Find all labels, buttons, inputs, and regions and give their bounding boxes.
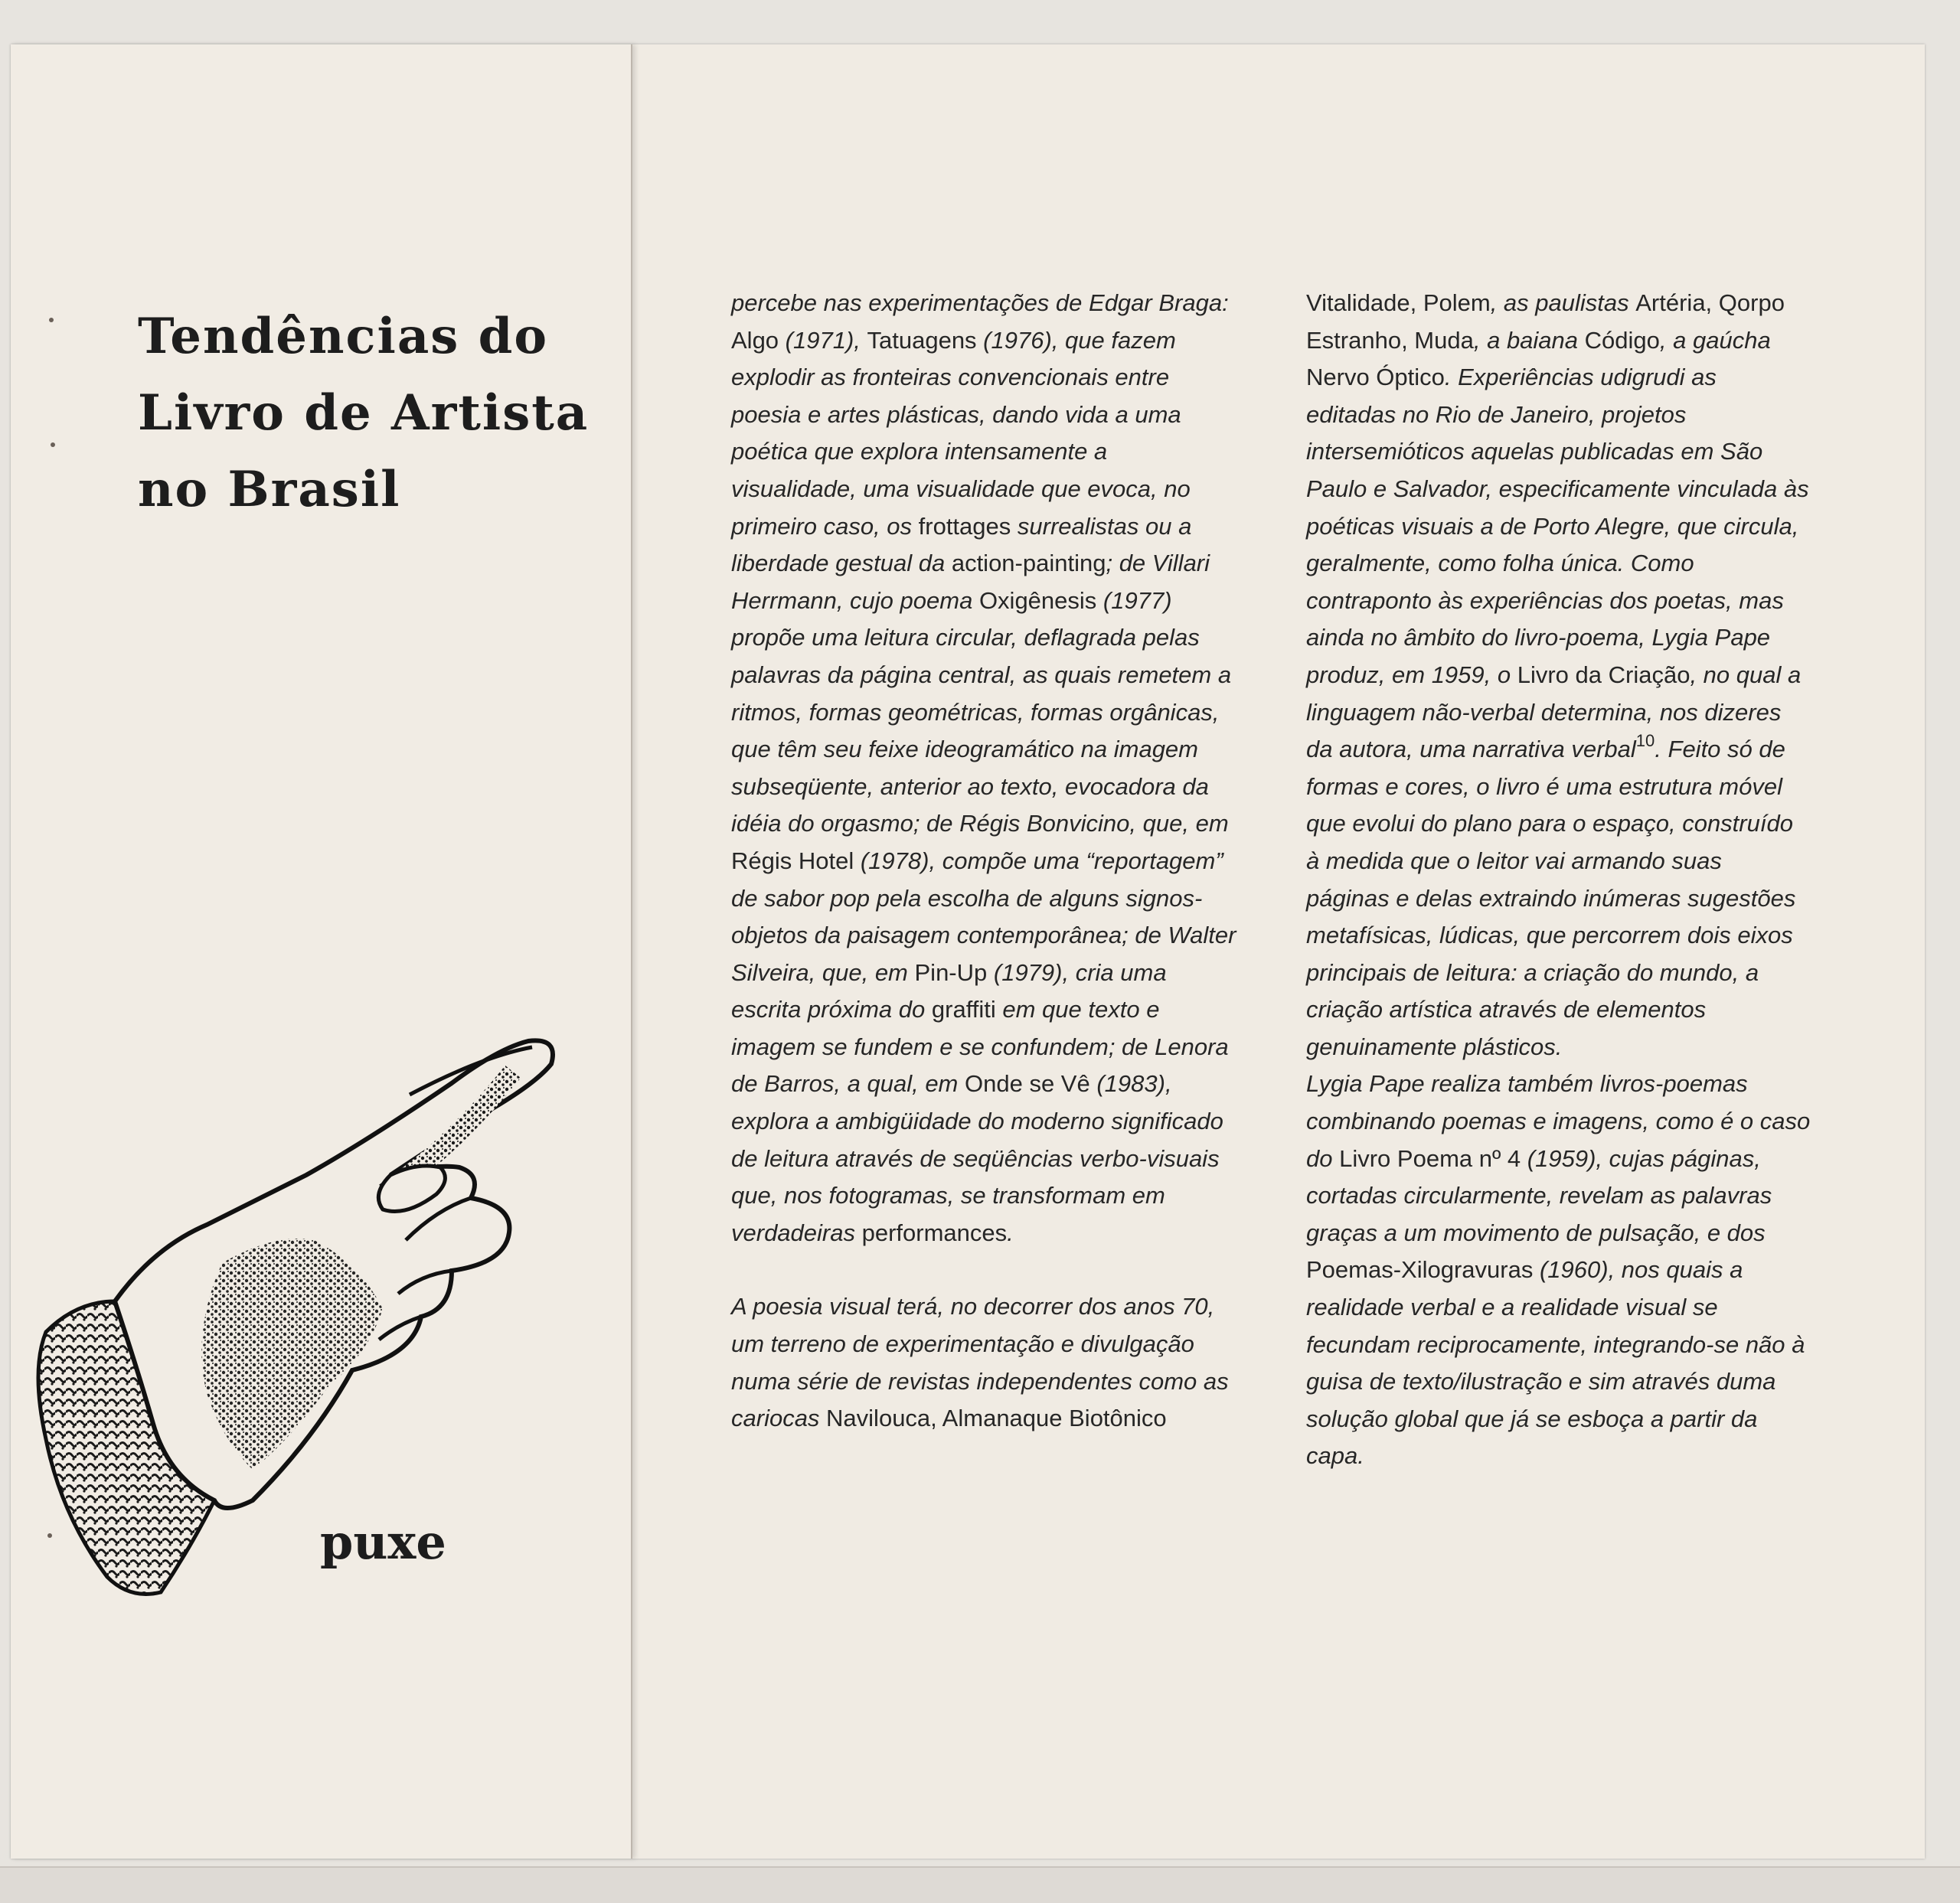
pin-mark [49,318,54,322]
text-run: (1983), explora a ambigüidade do moderno significado de leitura através de seqüências verbo-visuais que, nos fotogramas, se transformam em verdadeiras [731,1070,1223,1246]
text-run: Código [1584,326,1660,354]
text-run: (1976), que fazem explodir as fronteiras convencionais entre poesia e artes plásticas, dando vida a uma poética que explora intensamente a visualidade, uma visualidade que evoca, no primeiro caso, os [731,326,1191,540]
text-column-left [731,285,1236,1438]
text-run: . [1007,1219,1014,1246]
paragraph [731,1288,1236,1437]
text-run: Livro da Criação [1517,661,1690,688]
text-run: Régis Hotel [731,847,854,874]
text-run: Oxigênesis [978,586,1097,614]
pin-mark [51,442,55,447]
text-run: (1977) propõe uma leitura circular, deflagrada pelas palavras da página central, as quais remetem a ritmos, formas geométricas, formas orgânicas, que têm seu feixe ideogramático na imagem subseqüente, anterior ao texto, evocadora da idéia do orgasmo; de Régis Bonvicino, que, em [731,586,1232,837]
text-run: em que texto e imagem se fundem e se confundem; de Lenora de Barros, a qual, em [731,996,1229,1098]
text-run: percebe nas experimentações de Edgar Braga: [731,289,1229,316]
text-run: Vitalidade, Polem [1306,289,1491,316]
text-run: Nervo Óptico [1306,364,1445,391]
page-edge [0,1866,1960,1903]
text-run: action-painting [951,550,1106,577]
text-run: Pin-Up [914,958,988,986]
page-title: Tendências do Livro de Artista no Brasil [138,308,590,518]
text-run: Tatuagens [867,326,977,354]
text-run: A poesia visual terá, no decorrer dos anos 70, um terreno de experimentação e divulgação numa série de revistas independentes como as cariocas [731,1293,1229,1432]
pull-label[interactable]: puxe [320,1514,446,1570]
text-run: Artéria, Qorpo Estranho, Muda [1306,289,1785,354]
text-run: Algo [731,326,779,354]
text-run: graffiti [931,996,996,1023]
text-run: Livro Poema nº 4 [1339,1144,1521,1172]
paragraph [1306,1066,1811,1475]
text-run: (1971), [779,326,867,354]
text-column-right [1306,285,1811,1475]
text-run: , a baiana [1473,326,1585,354]
text-run: ; de Villari Herrmann, cujo poema [731,550,1210,614]
text-run: Onde se Vê [965,1070,1090,1098]
text-run: surrealistas ou a liberdade gestual da [731,512,1192,577]
text-run: performances [861,1219,1008,1246]
paragraph [731,285,1236,1252]
paragraph [1306,285,1811,1066]
text-run: . Feito só de formas e cores, o livro é uma estrutura móvel que evolui do plano para o espaço, construído à medida que o leitor vai armando suas páginas e delas extraindo inúmeras sugestões metafísicas, lúdicas, que percorrem dois eixos principais de leitura: a criação do mundo, a criação artística através de elementos genuinamente plásticos. [1306,736,1796,1060]
text-run: Poemas-Xilogravuras [1306,1256,1534,1284]
text-run: (1960), nos quais a realidade verbal e a realidade visual se fecundam reciprocamente, integrando-se não à guisa de texto/ilustração e sim através duma solução global que já se esboça a partir da capa. [1306,1256,1805,1470]
text-run: Navilouca, Almanaque Biotônico [826,1405,1167,1432]
text-run: (1959), cujas páginas, cortadas circularmente, revelam as palavras graças a um movimento de pulsação, e dos [1306,1144,1772,1246]
text-run: (1979), cria uma escrita próxima do [731,958,1167,1023]
text-run: 10 [1635,731,1655,751]
text-run: . Experiências udigrudi as editadas no Rio de Janeiro, projetos intersemióticos aquelas publicadas em São Paulo e Salvador, especificamente vinculada às poéticas visuais a de Porto Alegre, que circula, geralmente, como folha única. Como contraponto às experiências dos poetas, mas ainda no âmbito do livro-poema, Lygia Pape produz, em 1959, o [1306,364,1809,688]
text-run: frottages [918,512,1011,540]
text-run: (1978), compõe uma “reportagem” de sabor pop pela escolha de alguns signos-objetos da paisagem contemporânea; de Walter Silveira, que, em [731,847,1236,986]
text-run: Lygia Pape realiza também livros-poemas combinando poemas e imagens, como é o caso do [1306,1070,1811,1172]
text-run: , a gaúcha [1659,326,1771,354]
text-run: , as paulistas [1490,289,1636,316]
text-run: , no qual a linguagem não-verbal determina, nos dizeres da autora, uma narrativa verbal [1306,661,1802,763]
